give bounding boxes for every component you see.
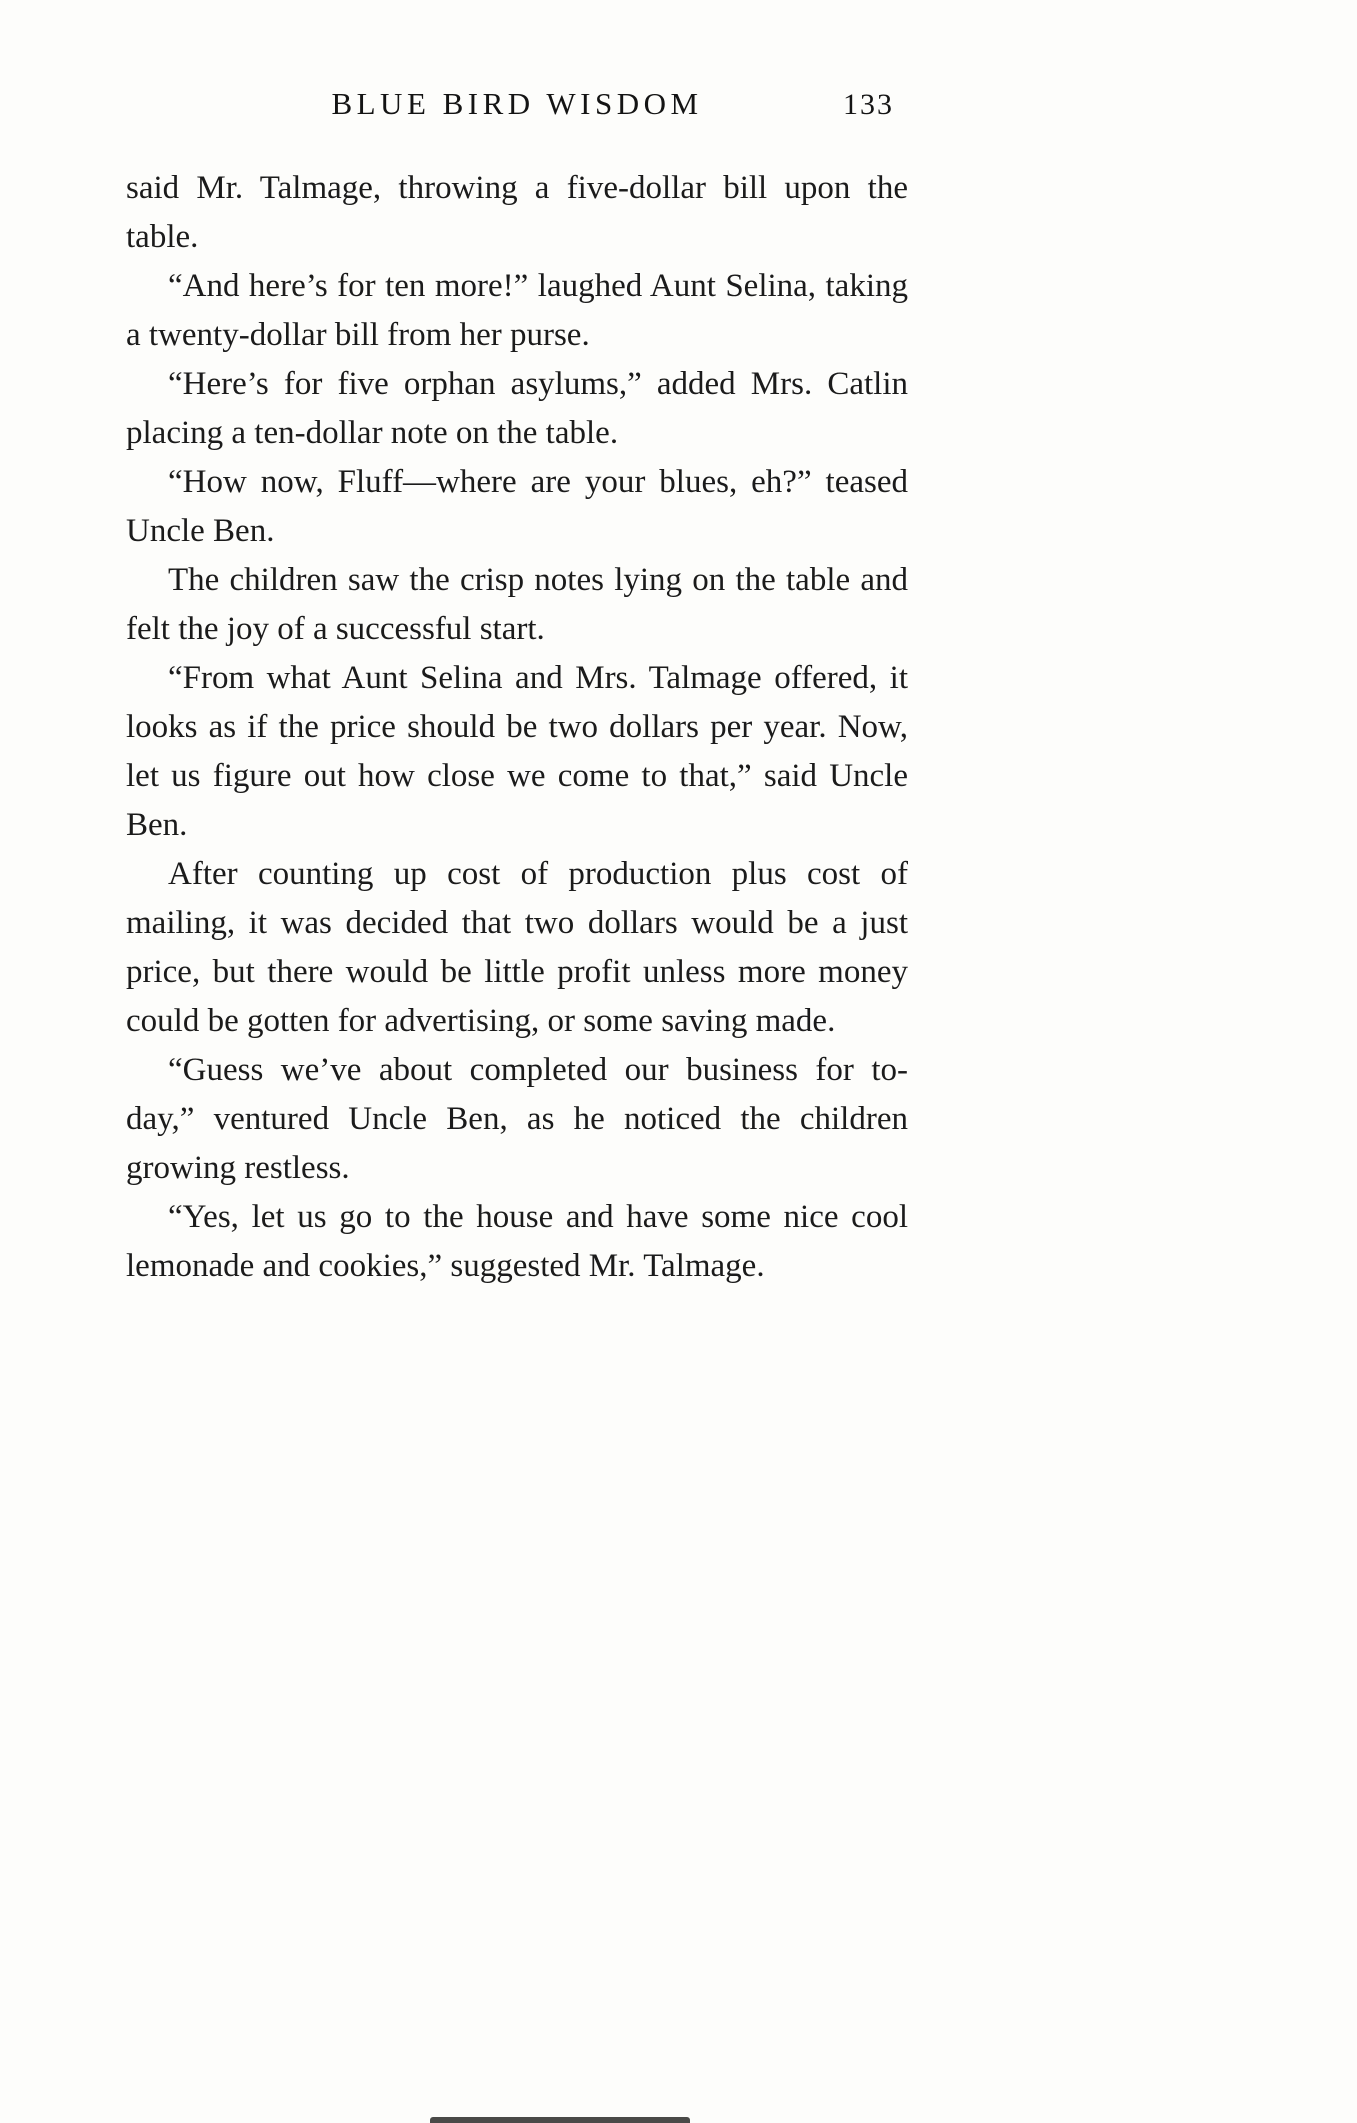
paragraph: “Here’s for five orphan asylums,” added Mrs. Catlin placing a ten-dollar note on the table. xyxy=(126,366,908,451)
paragraph: “Yes, let us go to the house and have some nice cool lemonade and cookies,” suggested Mr. Talmage. xyxy=(126,1199,908,1284)
page-content xyxy=(126,0,908,1291)
paragraph: “How now, Fluff—where are your blues, eh?” teased Uncle Ben. xyxy=(126,464,908,549)
page-body xyxy=(126,164,908,1291)
paragraph: “From what Aunt Selina and Mrs. Talmage offered, it looks as if the price should be two dollars per year. Now, let us figure out how close we come to that,” said Uncle Ben. xyxy=(126,660,908,843)
scan-artifact xyxy=(430,2117,690,2123)
paragraph: After counting up cost of production plus cost of mailing, it was decided that two dollars would be a just price, but there would be little profit unless more money could be gotten for advertising, or some saving made. xyxy=(126,856,908,1039)
paragraph: said Mr. Talmage, throwing a five-dollar bill upon the table. xyxy=(126,170,908,255)
paragraph: “Guess we’ve about completed our business for to-day,” ventured Uncle Ben, as he noticed the children growing restless. xyxy=(126,1052,908,1186)
page-header xyxy=(126,86,908,148)
paragraph: “And here’s for ten more!” laughed Aunt Selina, taking a twenty-dollar bill from her purse. xyxy=(126,268,908,353)
page-number: 133 xyxy=(843,88,894,121)
running-title: BLUE BIRD WISDOM xyxy=(331,86,703,121)
paragraph: The children saw the crisp notes lying on the table and felt the joy of a successful start. xyxy=(126,562,908,647)
